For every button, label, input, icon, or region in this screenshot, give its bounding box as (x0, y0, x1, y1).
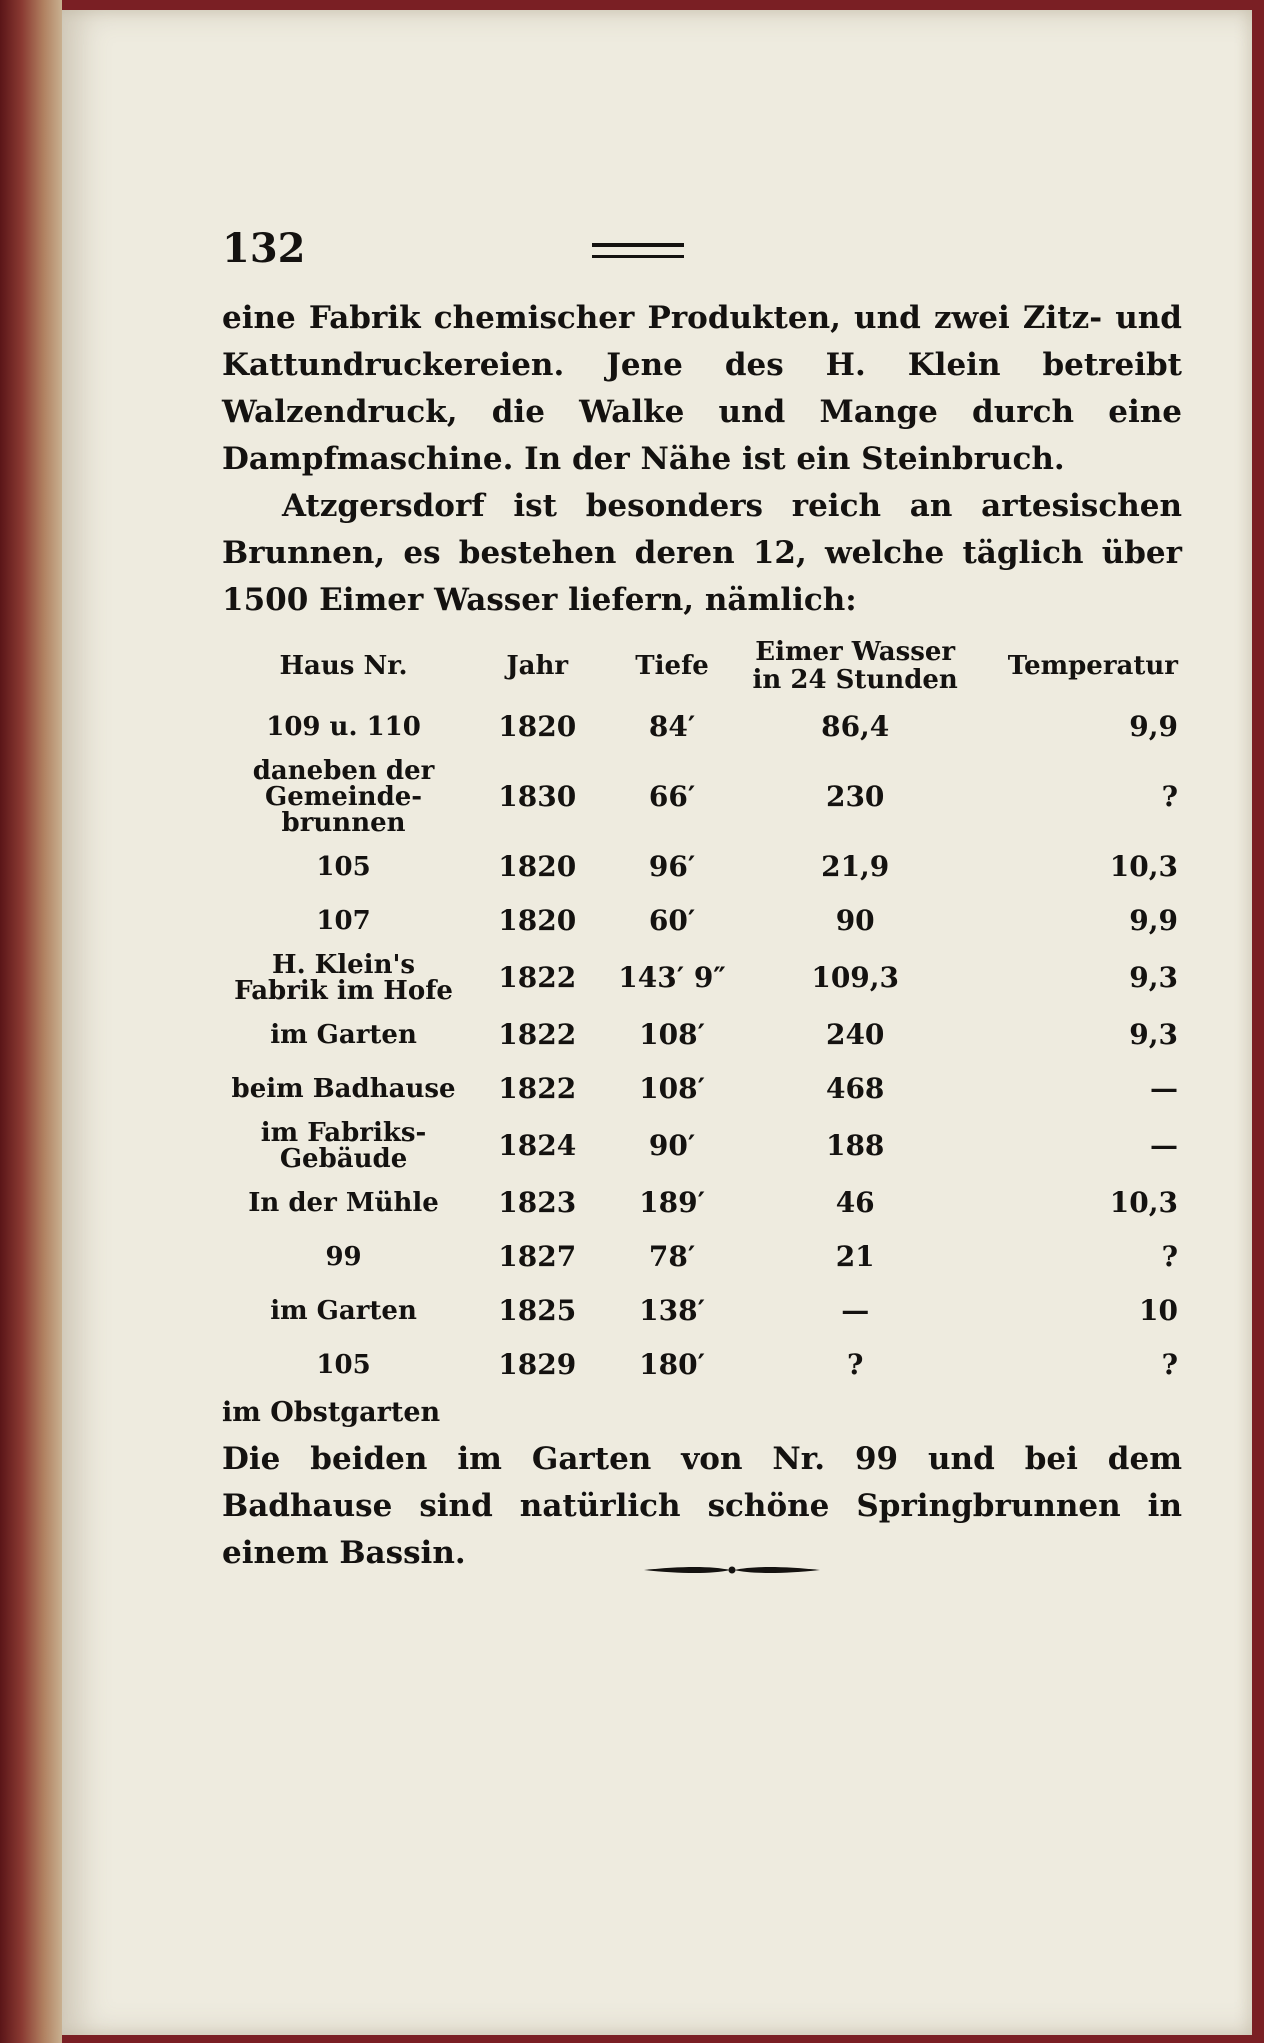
cell-house: 99 (325, 1242, 362, 1272)
end-ornament (642, 1560, 822, 1580)
cell-temperature: — (1150, 1129, 1178, 1162)
cell-eimer: 86,4 (821, 710, 890, 743)
cell-eimer: ? (846, 1348, 864, 1381)
paragraph-1: eine Fabrik chemischer Produkten, und zwei Zitz- und Kattundruckereien. Jene des H. Klein betreibt Walzendruck, die Walke und Mange durch eine Dampfmaschine. In der Nähe ist ein Steinbruch. (222, 300, 1182, 477)
cell-eimer: 230 (825, 780, 885, 813)
header-rule (592, 243, 684, 258)
cell-depth: 84′ (648, 710, 696, 743)
cell-house: im Fabriks-Gebäude (260, 1118, 427, 1174)
cell-house: beim Badhause (231, 1074, 456, 1104)
cell-house: im Garten (270, 1020, 417, 1050)
cell-depth: 60′ (648, 904, 696, 937)
cell-temperature: 9,3 (1129, 1018, 1178, 1051)
table-row (222, 1284, 1182, 1338)
cell-year: 1827 (498, 1240, 577, 1273)
cell-temperature: 9,9 (1129, 710, 1178, 743)
cell-year: 1822 (498, 1018, 577, 1051)
cell-depth: 96′ (648, 850, 696, 883)
cell-house: daneben der Gemeinde-brunnen (252, 756, 435, 838)
cell-house: 107 (316, 906, 371, 936)
page-header (222, 225, 1182, 295)
table-row (222, 840, 1182, 894)
cell-house: In der Mühle (248, 1188, 439, 1218)
cell-temperature: ? (1161, 1348, 1178, 1381)
cell-temperature: 9,3 (1129, 961, 1178, 994)
cell-year: 1820 (498, 904, 577, 937)
header-house: Haus Nr. (279, 651, 408, 681)
cell-eimer: 240 (825, 1018, 885, 1051)
cell-house: 105 (316, 1350, 371, 1380)
cell-temperature: 10 (1139, 1294, 1178, 1327)
cell-year: 1820 (498, 850, 577, 883)
table-header-row (222, 632, 1182, 700)
cell-year: 1820 (498, 710, 577, 743)
cell-house: 105 (316, 852, 371, 882)
cell-eimer: 21,9 (821, 850, 890, 883)
cell-depth: 189′ (639, 1186, 705, 1219)
cell-year: 1823 (498, 1186, 577, 1219)
cell-eimer: 109,3 (811, 961, 900, 994)
page-number: 132 (222, 225, 306, 272)
header-year: Jahr (506, 651, 569, 681)
table-row (222, 754, 1182, 840)
cell-depth: 90′ (648, 1129, 696, 1162)
table-row (222, 1008, 1182, 1062)
cell-depth: 66′ (648, 780, 696, 813)
cell-temperature: 10,3 (1109, 1186, 1178, 1219)
cell-temperature: — (1150, 1072, 1178, 1105)
cell-house: H. Klein's Fabrik im Hofe (234, 950, 453, 1006)
cell-depth: 180′ (639, 1348, 705, 1381)
header-temperature: Temperatur (1007, 651, 1178, 681)
cell-depth: 108′ (639, 1018, 705, 1051)
cell-year: 1825 (498, 1294, 577, 1327)
paragraph-2: Atzgersdorf ist besonders reich an artesischen Brunnen, es bestehen deren 12, welche täglich über 1500 Eimer Wasser liefern, nämlich: (222, 488, 1182, 618)
table-row (222, 1176, 1182, 1230)
cell-year: 1829 (498, 1348, 577, 1381)
cell-temperature: 9,9 (1129, 904, 1178, 937)
cell-house: im Garten (270, 1296, 417, 1326)
table-row (222, 1338, 1182, 1392)
table-row (222, 894, 1182, 948)
header-eimer: Eimer Wasser in 24 Stunden (752, 637, 958, 695)
cell-eimer: 21 (835, 1240, 875, 1273)
cell-house: 109 u. 110 (266, 712, 421, 742)
table-row (222, 700, 1182, 754)
table-row (222, 1062, 1182, 1116)
cell-depth: 143′ 9″ (618, 961, 726, 994)
cell-eimer: 468 (825, 1072, 885, 1105)
cell-year: 1822 (498, 961, 577, 994)
table-row (222, 948, 1182, 1008)
cell-eimer: — (841, 1294, 870, 1327)
wells-table (222, 632, 1182, 1392)
book-binding (0, 0, 62, 2043)
cell-year: 1830 (498, 780, 577, 813)
table-trailing-label: im Obstgarten (222, 1397, 441, 1428)
page-content (222, 225, 1182, 1577)
cell-depth: 78′ (648, 1240, 696, 1273)
cell-temperature: 10,3 (1109, 850, 1178, 883)
cell-depth: 108′ (639, 1072, 705, 1105)
cell-eimer: 46 (835, 1186, 875, 1219)
table-row (222, 1116, 1182, 1176)
cell-temperature: ? (1161, 1240, 1178, 1273)
cell-eimer: 90 (835, 904, 875, 937)
cell-eimer: 188 (825, 1129, 885, 1162)
cell-year: 1822 (498, 1072, 577, 1105)
cell-depth: 138′ (639, 1294, 705, 1327)
header-depth: Tiefe (635, 651, 709, 681)
cell-year: 1824 (498, 1129, 577, 1162)
cell-temperature: ? (1161, 780, 1178, 813)
closing-paragraph: Die beiden im Garten von Nr. 99 und bei dem Badhause sind natürlich schöne Springbrunnen in einem Bassin. (222, 1441, 1182, 1571)
table-row (222, 1230, 1182, 1284)
